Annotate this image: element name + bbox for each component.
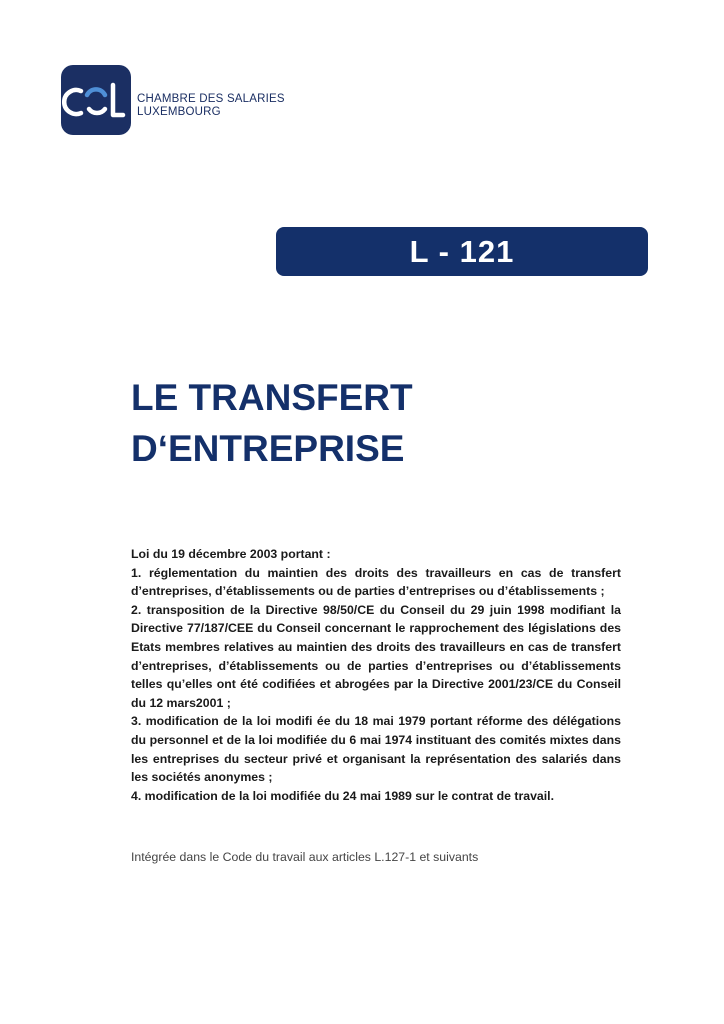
law-item-1: 1. réglementation du maintien des droits des travailleurs en cas de transfert d’entreprises, d’établissements ou de parties d’entreprises ou d’établissements ; — [131, 565, 621, 599]
law-description — [131, 545, 621, 805]
document-number-badge: L - 121 — [276, 227, 648, 276]
document-title-line2: D‘ENTREPRISE — [131, 428, 405, 469]
law-item-3: 3. modification de la loi modifi ée du 18 mai 1979 portant réforme des délégations du personnel et de la loi modifiée du 6 mai 1974 instituant des comités mixtes dans les entreprises du secteur privé et organisant la représentation des salariés dans les sociétés anonymes ; — [131, 714, 621, 785]
organization-name-line1: CHAMBRE DES SALARIES — [137, 93, 285, 105]
code-reference-note: Intégrée dans le Code du travail aux articles L.127-1 et suivants — [131, 850, 479, 864]
law-lead: Loi du 19 décembre 2003 portant : — [131, 547, 331, 561]
csl-logo — [61, 65, 131, 135]
organization-name — [137, 93, 285, 119]
document-title — [131, 372, 413, 474]
organization-name-line2: LUXEMBOURG — [137, 106, 221, 118]
csl-logo-mark — [61, 65, 131, 135]
document-title-line1: LE TRANSFERT — [131, 377, 413, 418]
law-item-2: 2. transposition de la Directive 98/50/CE du Conseil du 29 juin 1998 modifiant la Directive 77/187/CEE du Conseil concernant le rapprochement des législations des Etats membres relatives au maintien des droits des travailleurs en cas de transfert d’entreprises, d’établissements ou de parties d’entreprises ou d’établissements telles qu’elles ont été codifiées et abrogées par la Directive 2001/23/CE du Conseil du 12 mars2001 ; — [131, 602, 621, 710]
law-item-4: 4. modification de la loi modifiée du 24 mai 1989 sur le contrat de travail. — [131, 788, 555, 803]
